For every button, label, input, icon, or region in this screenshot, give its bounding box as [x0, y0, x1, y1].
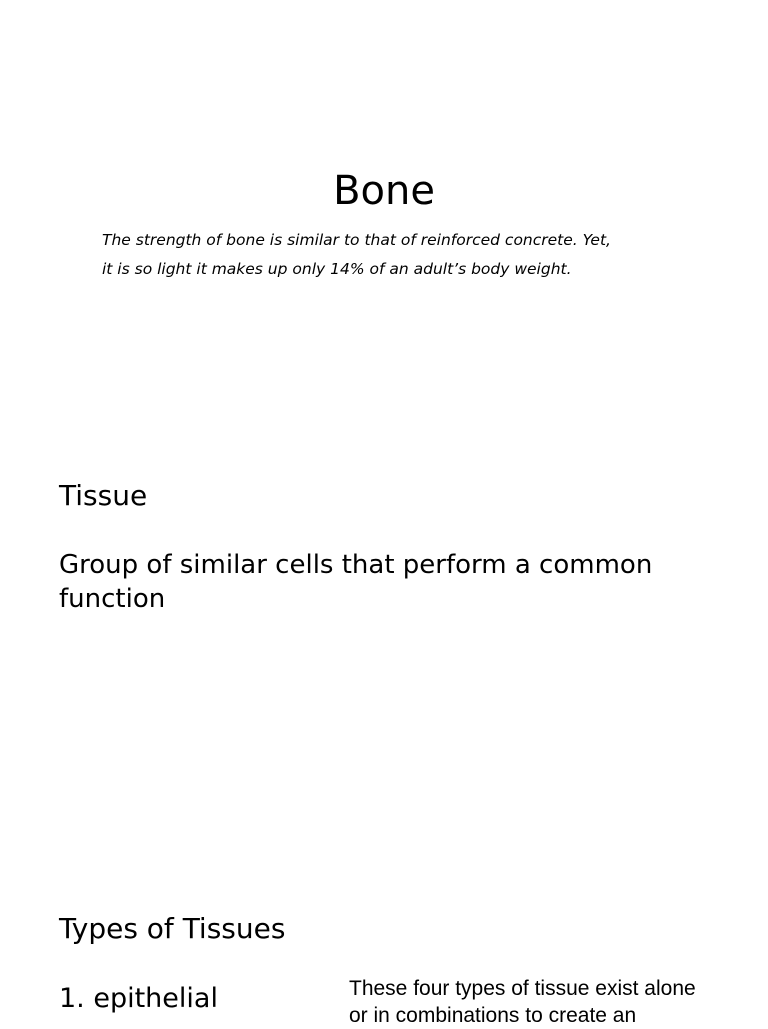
list-item: 1. epithelial — [59, 983, 218, 1014]
slide-types-of-tissues — [0, 860, 768, 1027]
subtitle-line: it is so light it makes up only 14% of an adult’s body weight. — [102, 260, 572, 278]
slide-tissue — [0, 430, 768, 860]
slide-title: Bone — [333, 168, 435, 214]
note-line: or in combinations to create an — [349, 1004, 637, 1027]
side-note — [349, 975, 739, 1029]
slide-title: Tissue — [59, 479, 148, 512]
note-line: These four types of tissue exist alone — [349, 977, 696, 1000]
slide-title: Types of Tissues — [59, 912, 286, 945]
slide-bone — [0, 0, 768, 430]
slide-body-text: Group of similar cells that perform a common function — [59, 550, 653, 614]
slide-subtitle — [102, 226, 642, 284]
subtitle-line: The strength of bone is similar to that of reinforced concrete. Yet, — [102, 231, 611, 249]
